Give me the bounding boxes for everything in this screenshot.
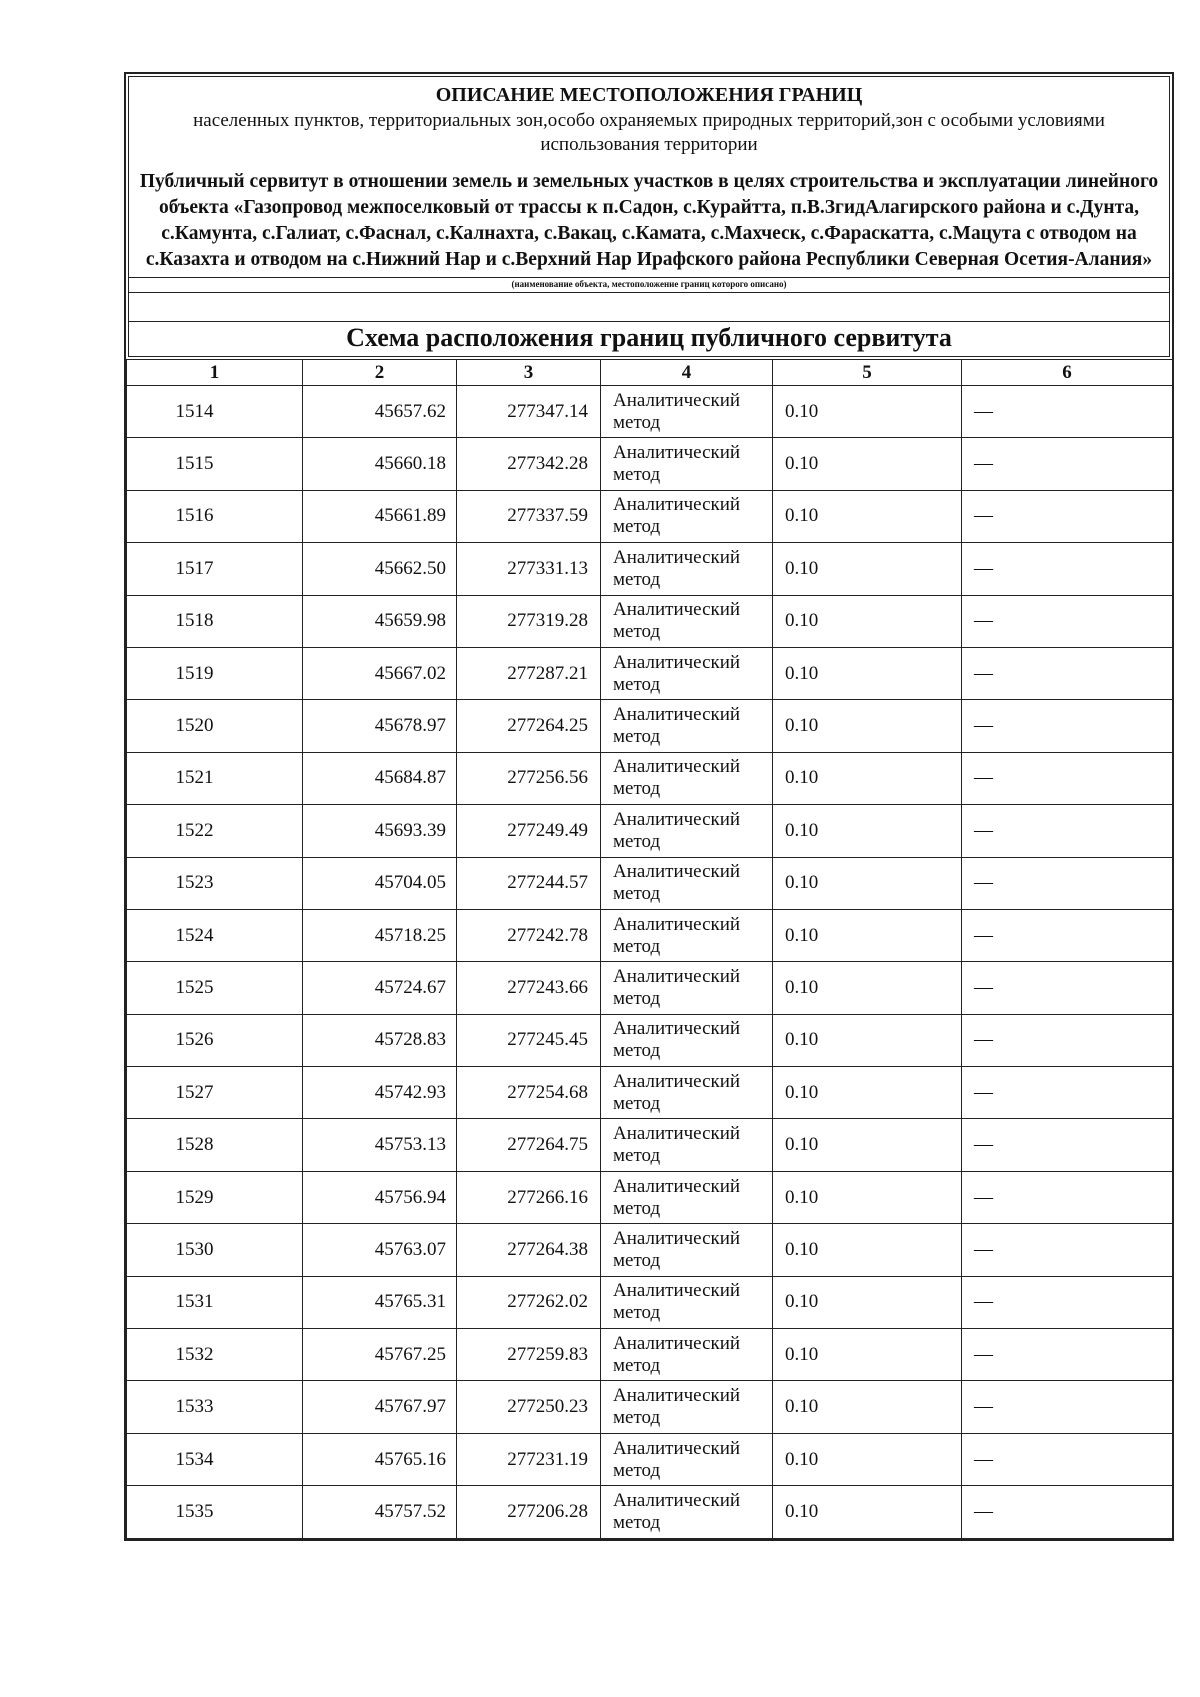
description-cell: — xyxy=(962,1381,1173,1433)
y-coordinate-cell: 277264.25 xyxy=(457,700,601,752)
accuracy-cell: 0.10 xyxy=(773,1276,962,1328)
table-row xyxy=(127,857,1173,909)
y-coordinate-cell: 277347.14 xyxy=(457,386,601,438)
table-row xyxy=(127,490,1173,542)
object-name: Публичный сервитут в отношении земель и земельных участков в целях строительства и эксплуатации линейного объекта «Газопровод межпоселковый от трассы к п.Садон, с.Курайтта, п.В.ЗгидАлагирского района и с.Дунта, с.Камунта, с.Галиат, с.Фаснал, с.Калнахта, с.Вакац, с.Камата, с.Махческ, с.Фараскатта, с.Мацута с отводом на с.Казахта и отводом на с.Нижний Нар и с.Верхний Нар Ирафского района Республики Северная Осетия-Алания» xyxy=(139,171,1159,270)
description-cell: — xyxy=(962,1486,1173,1538)
description-cell: — xyxy=(962,386,1173,438)
description-cell: — xyxy=(962,857,1173,909)
x-coordinate-cell: 45684.87 xyxy=(303,752,457,804)
y-coordinate-cell: 277242.78 xyxy=(457,909,601,961)
x-coordinate-cell: 45667.02 xyxy=(303,647,457,699)
table-row xyxy=(127,438,1173,490)
table-header-row xyxy=(127,360,1173,386)
column-header: 2 xyxy=(303,360,457,386)
point-number-cell: 1515 xyxy=(127,438,303,490)
point-number-cell: 1530 xyxy=(127,1224,303,1276)
method-cell: Аналитический метод xyxy=(601,1224,773,1276)
x-coordinate-cell: 45757.52 xyxy=(303,1486,457,1538)
table-row xyxy=(127,700,1173,752)
y-coordinate-cell: 277342.28 xyxy=(457,438,601,490)
accuracy-cell: 0.10 xyxy=(773,1014,962,1066)
accuracy-cell: 0.10 xyxy=(773,1171,962,1223)
y-coordinate-cell: 277319.28 xyxy=(457,595,601,647)
x-coordinate-cell: 45678.97 xyxy=(303,700,457,752)
method-cell: Аналитический метод xyxy=(601,1067,773,1119)
x-coordinate-cell: 45763.07 xyxy=(303,1224,457,1276)
description-cell: — xyxy=(962,909,1173,961)
table-row xyxy=(127,1381,1173,1433)
table-row xyxy=(127,1329,1173,1381)
x-coordinate-cell: 45724.67 xyxy=(303,962,457,1014)
accuracy-cell: 0.10 xyxy=(773,1067,962,1119)
point-number-cell: 1519 xyxy=(127,647,303,699)
method-cell: Аналитический метод xyxy=(601,857,773,909)
table-row xyxy=(127,805,1173,857)
table-row xyxy=(127,909,1173,961)
table-row xyxy=(127,1119,1173,1171)
point-number-cell: 1521 xyxy=(127,752,303,804)
description-cell: — xyxy=(962,752,1173,804)
point-number-cell: 1534 xyxy=(127,1433,303,1485)
y-coordinate-cell: 277256.56 xyxy=(457,752,601,804)
accuracy-cell: 0.10 xyxy=(773,595,962,647)
y-coordinate-cell: 277245.45 xyxy=(457,1014,601,1066)
accuracy-cell: 0.10 xyxy=(773,700,962,752)
description-cell: — xyxy=(962,805,1173,857)
description-cell: — xyxy=(962,1119,1173,1171)
method-cell: Аналитический метод xyxy=(601,438,773,490)
point-number-cell: 1533 xyxy=(127,1381,303,1433)
description-cell: — xyxy=(962,1329,1173,1381)
method-cell: Аналитический метод xyxy=(601,700,773,752)
y-coordinate-cell: 277266.16 xyxy=(457,1171,601,1223)
y-coordinate-cell: 277259.83 xyxy=(457,1329,601,1381)
description-cell: — xyxy=(962,1067,1173,1119)
coordinates-table xyxy=(126,359,1173,1539)
y-coordinate-cell: 277243.66 xyxy=(457,962,601,1014)
accuracy-cell: 0.10 xyxy=(773,962,962,1014)
method-cell: Аналитический метод xyxy=(601,909,773,961)
point-number-cell: 1523 xyxy=(127,857,303,909)
point-number-cell: 1524 xyxy=(127,909,303,961)
table-row xyxy=(127,386,1173,438)
accuracy-cell: 0.10 xyxy=(773,543,962,595)
method-cell: Аналитический метод xyxy=(601,752,773,804)
table-row xyxy=(127,752,1173,804)
accuracy-cell: 0.10 xyxy=(773,805,962,857)
x-coordinate-cell: 45742.93 xyxy=(303,1067,457,1119)
point-number-cell: 1517 xyxy=(127,543,303,595)
description-cell: — xyxy=(962,490,1173,542)
method-cell: Аналитический метод xyxy=(601,1486,773,1538)
y-coordinate-cell: 277254.68 xyxy=(457,1067,601,1119)
description-cell: — xyxy=(962,438,1173,490)
table-row xyxy=(127,1224,1173,1276)
accuracy-cell: 0.10 xyxy=(773,490,962,542)
method-cell: Аналитический метод xyxy=(601,1276,773,1328)
x-coordinate-cell: 45767.97 xyxy=(303,1381,457,1433)
table-body xyxy=(127,386,1173,1539)
point-number-cell: 1532 xyxy=(127,1329,303,1381)
method-cell: Аналитический метод xyxy=(601,1381,773,1433)
x-coordinate-cell: 45765.16 xyxy=(303,1433,457,1485)
x-coordinate-cell: 45756.94 xyxy=(303,1171,457,1223)
method-cell: Аналитический метод xyxy=(601,1433,773,1485)
column-header: 4 xyxy=(601,360,773,386)
x-coordinate-cell: 45657.62 xyxy=(303,386,457,438)
point-number-cell: 1529 xyxy=(127,1171,303,1223)
description-cell: — xyxy=(962,700,1173,752)
accuracy-cell: 0.10 xyxy=(773,647,962,699)
y-coordinate-cell: 277331.13 xyxy=(457,543,601,595)
table-row xyxy=(127,543,1173,595)
column-header: 1 xyxy=(127,360,303,386)
description-cell: — xyxy=(962,1276,1173,1328)
table-row xyxy=(127,1067,1173,1119)
table-row xyxy=(127,1276,1173,1328)
header-box xyxy=(128,76,1170,357)
point-number-cell: 1535 xyxy=(127,1486,303,1538)
column-header: 5 xyxy=(773,360,962,386)
accuracy-cell: 0.10 xyxy=(773,1381,962,1433)
y-coordinate-cell: 277262.02 xyxy=(457,1276,601,1328)
accuracy-cell: 0.10 xyxy=(773,1433,962,1485)
scheme-title: Схема расположения границ публичного сервитута xyxy=(129,321,1169,356)
point-number-cell: 1527 xyxy=(127,1067,303,1119)
y-coordinate-cell: 277250.23 xyxy=(457,1381,601,1433)
description-cell: — xyxy=(962,647,1173,699)
point-number-cell: 1528 xyxy=(127,1119,303,1171)
accuracy-cell: 0.10 xyxy=(773,909,962,961)
x-coordinate-cell: 45753.13 xyxy=(303,1119,457,1171)
column-header: 6 xyxy=(962,360,1173,386)
table-row xyxy=(127,595,1173,647)
accuracy-cell: 0.10 xyxy=(773,752,962,804)
method-cell: Аналитический метод xyxy=(601,543,773,595)
method-cell: Аналитический метод xyxy=(601,386,773,438)
x-coordinate-cell: 45693.39 xyxy=(303,805,457,857)
y-coordinate-cell: 277249.49 xyxy=(457,805,601,857)
accuracy-cell: 0.10 xyxy=(773,386,962,438)
method-cell: Аналитический метод xyxy=(601,647,773,699)
method-cell: Аналитический метод xyxy=(601,1329,773,1381)
table-row xyxy=(127,1171,1173,1223)
description-cell: — xyxy=(962,1171,1173,1223)
table-row xyxy=(127,1014,1173,1066)
method-cell: Аналитический метод xyxy=(601,805,773,857)
y-coordinate-cell: 277264.38 xyxy=(457,1224,601,1276)
x-coordinate-cell: 45767.25 xyxy=(303,1329,457,1381)
description-cell: — xyxy=(962,1224,1173,1276)
x-coordinate-cell: 45765.31 xyxy=(303,1276,457,1328)
point-number-cell: 1520 xyxy=(127,700,303,752)
x-coordinate-cell: 45718.25 xyxy=(303,909,457,961)
accuracy-cell: 0.10 xyxy=(773,1224,962,1276)
method-cell: Аналитический метод xyxy=(601,1171,773,1223)
description-cell: — xyxy=(962,543,1173,595)
y-coordinate-cell: 277264.75 xyxy=(457,1119,601,1171)
point-number-cell: 1526 xyxy=(127,1014,303,1066)
x-coordinate-cell: 45704.05 xyxy=(303,857,457,909)
x-coordinate-cell: 45728.83 xyxy=(303,1014,457,1066)
method-cell: Аналитический метод xyxy=(601,595,773,647)
accuracy-cell: 0.10 xyxy=(773,1329,962,1381)
y-coordinate-cell: 277206.28 xyxy=(457,1486,601,1538)
accuracy-cell: 0.10 xyxy=(773,1486,962,1538)
point-number-cell: 1522 xyxy=(127,805,303,857)
description-cell: — xyxy=(962,595,1173,647)
table-row xyxy=(127,962,1173,1014)
description-cell: — xyxy=(962,1433,1173,1485)
document-subtitle: населенных пунктов, территориальных зон,особо охраняемых природных территорий,зон с особыми условиями использования территории xyxy=(193,110,1105,155)
description-cell: — xyxy=(962,962,1173,1014)
point-number-cell: 1514 xyxy=(127,386,303,438)
y-coordinate-cell: 277287.21 xyxy=(457,647,601,699)
method-cell: Аналитический метод xyxy=(601,1014,773,1066)
point-number-cell: 1516 xyxy=(127,490,303,542)
document-sheet xyxy=(124,72,1174,1541)
x-coordinate-cell: 45660.18 xyxy=(303,438,457,490)
x-coordinate-cell: 45659.98 xyxy=(303,595,457,647)
empty-row xyxy=(129,292,1169,321)
point-number-cell: 1525 xyxy=(127,962,303,1014)
accuracy-cell: 0.10 xyxy=(773,438,962,490)
y-coordinate-cell: 277337.59 xyxy=(457,490,601,542)
object-caption: (наименование объекта, местоположение границ которого описано) xyxy=(129,277,1169,292)
table-row xyxy=(127,1433,1173,1485)
table-row xyxy=(127,1486,1173,1538)
accuracy-cell: 0.10 xyxy=(773,857,962,909)
method-cell: Аналитический метод xyxy=(601,490,773,542)
point-number-cell: 1518 xyxy=(127,595,303,647)
table-row xyxy=(127,647,1173,699)
point-number-cell: 1531 xyxy=(127,1276,303,1328)
method-cell: Аналитический метод xyxy=(601,1119,773,1171)
document-title: ОПИСАНИЕ МЕСТОПОЛОЖЕНИЯ ГРАНИЦ xyxy=(435,84,863,106)
y-coordinate-cell: 277244.57 xyxy=(457,857,601,909)
description-cell: — xyxy=(962,1014,1173,1066)
accuracy-cell: 0.10 xyxy=(773,1119,962,1171)
header-block xyxy=(129,77,1169,277)
y-coordinate-cell: 277231.19 xyxy=(457,1433,601,1485)
x-coordinate-cell: 45661.89 xyxy=(303,490,457,542)
method-cell: Аналитический метод xyxy=(601,962,773,1014)
column-header: 3 xyxy=(457,360,601,386)
x-coordinate-cell: 45662.50 xyxy=(303,543,457,595)
